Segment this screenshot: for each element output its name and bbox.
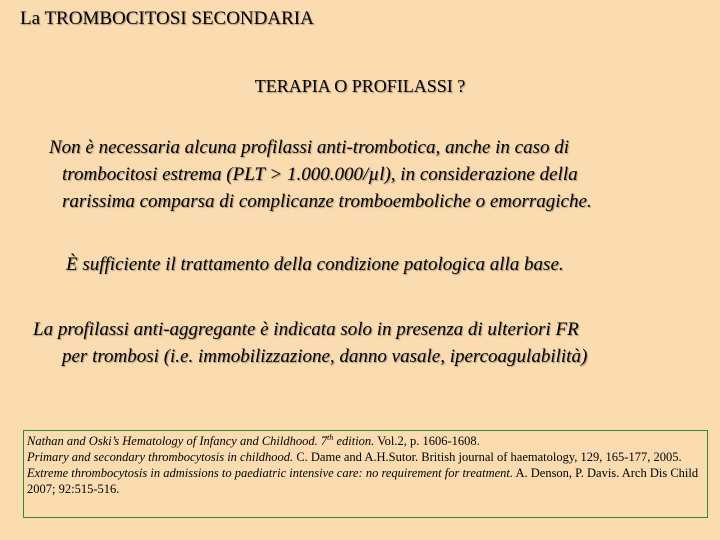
paragraph-treatment	[66, 251, 564, 278]
reference-details: Vol.2, p. 1606-1608.	[374, 434, 480, 448]
paragraph-line: rarissima comparsa di complicanze tromboemboliche o emorragiche.	[62, 191, 592, 212]
paragraph-line: La profilassi anti-aggregante è indicata solo in presenza di ulteriori FR	[33, 319, 579, 340]
reference-details: C. Dame and A.H.Sutor. British journal of haematology, 129, 165-177, 2005.	[293, 450, 682, 464]
reference-item	[27, 465, 704, 497]
reference-item	[27, 449, 704, 465]
reference-item	[27, 433, 704, 449]
references-box	[23, 430, 708, 518]
reference-title: Nathan and Oski’s Hematology of Infancy and Childhood. 7th edition.	[27, 432, 375, 448]
reference-title: Extreme thrombocytosis in admissions to paediatric intensive care: no requirement for treatment.	[27, 466, 514, 480]
slide-title: La TROMBOCITOSI SECONDARIA	[20, 8, 314, 29]
paragraph-line: Non è necessaria alcuna profilassi anti-trombotica, anche in caso di	[49, 137, 569, 158]
paragraph-line: per trombosi (i.e. immobilizzazione, danno vasale, ipercoagulabilità)	[62, 346, 588, 367]
reference-details: A. Denson, P. Davis. Arch Dis Child 2007; 92:515-516.	[27, 466, 699, 496]
paragraph-antiplatelet	[0, 316, 720, 370]
paragraph-line: trombocitosi estrema (PLT > 1.000.000/µl), in considerazione della	[62, 164, 578, 185]
paragraph-no-prophylaxis	[0, 134, 720, 215]
paragraph-line: È sufficiente il trattamento della condizione patologica alla base.	[66, 254, 564, 275]
reference-title: Primary and secondary thrombocytosis in childhood.	[27, 450, 294, 464]
slide-subtitle: TERAPIA O PROFILASSI ?	[254, 76, 466, 96]
